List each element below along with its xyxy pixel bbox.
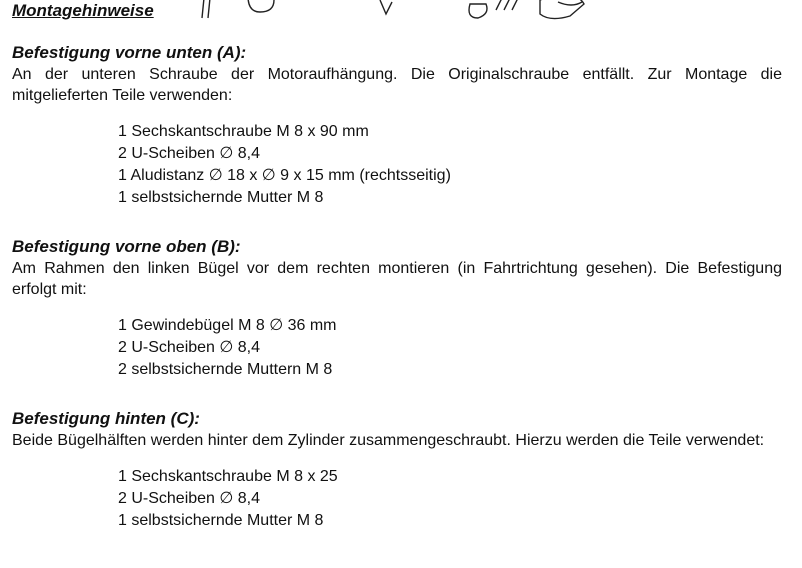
- parts-list: [118, 121, 782, 209]
- section-rear: [12, 408, 782, 532]
- parts-list-item: 1 Sechskantschraube M 8 x 90 mm: [118, 123, 369, 140]
- parts-list-item: 1 Gewindebügel M 8 ∅ 36 mm: [118, 317, 337, 334]
- section-heading: Befestigung vorne unten (A):: [12, 43, 247, 62]
- parts-list-item: 1 Aludistanz ∅ 18 x ∅ 9 x 15 mm (rechtsseitig): [118, 167, 451, 184]
- parts-list-item: 1 selbstsichernde Mutter M 8: [118, 189, 324, 206]
- section-front-upper: [12, 236, 782, 381]
- parts-list-item: 2 U-Scheiben ∅ 8,4: [118, 490, 261, 507]
- parts-list-item: 2 selbstsichernde Muttern M 8: [118, 361, 333, 378]
- parts-list-item: 1 selbstsichernde Mutter M 8: [118, 512, 324, 529]
- document-title: Montagehinweise: [12, 1, 154, 20]
- parts-list: [118, 315, 782, 381]
- parts-list-item: 1 Sechskantschraube M 8 x 25: [118, 468, 338, 485]
- section-heading: Befestigung vorne oben (B):: [12, 237, 241, 256]
- parts-list-item: 2 U-Scheiben ∅ 8,4: [118, 145, 261, 162]
- section-text: Beide Bügelhälften werden hinter dem Zylinder zusammengeschraubt. Hierzu werden die Teile verwendet:: [12, 432, 765, 449]
- section-text: An der unteren Schraube der Motoraufhängung. Die Originalschraube entfällt. Zur Montage die mitgelieferten Teile verwenden:: [12, 66, 782, 104]
- section-heading: Befestigung hinten (C):: [12, 409, 200, 428]
- mounting-sketch-icon: [190, 0, 610, 26]
- section-text: Am Rahmen den linken Bügel vor dem rechten montieren (in Fahrtrichtung gesehen). Die Befestigung erfolgt mit:: [12, 260, 782, 298]
- parts-list: [118, 466, 782, 532]
- section-front-lower: [12, 42, 782, 209]
- parts-list-item: 2 U-Scheiben ∅ 8,4: [118, 339, 261, 356]
